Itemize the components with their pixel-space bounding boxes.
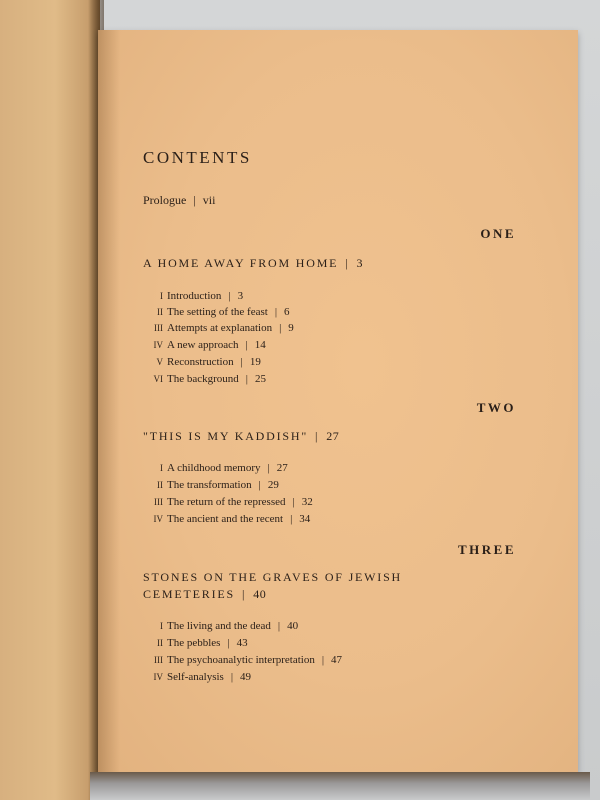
section-title: A childhood memory: [167, 462, 261, 474]
entry-separator: |: [193, 193, 196, 207]
toc-section[interactable]: [143, 496, 313, 508]
section-title: Self-analysis: [167, 671, 224, 683]
section-title: The return of the repressed: [167, 496, 286, 508]
section-number: IV: [153, 672, 163, 682]
entry-separator: |: [274, 306, 278, 318]
section-page: 27: [276, 462, 288, 474]
chapter-page: 40: [253, 587, 267, 601]
entry-separator: |: [245, 373, 248, 385]
entry-separator: |: [277, 620, 281, 632]
entry-separator: |: [267, 462, 270, 474]
toc-section[interactable]: [143, 373, 266, 385]
section-title: The psychoanalytic interpretation: [167, 654, 315, 666]
part-label-one: ONE: [480, 226, 516, 241]
entry-page: vii: [202, 193, 216, 207]
entry-separator: |: [258, 479, 261, 491]
toc-section[interactable]: [143, 513, 310, 525]
section-page: 25: [254, 373, 266, 385]
section-title: Attempts at explanation: [167, 322, 273, 334]
section-number: I: [160, 621, 163, 631]
section-title: The transformation: [167, 479, 252, 491]
toc-section[interactable]: [143, 654, 342, 666]
toc-section[interactable]: [143, 620, 298, 632]
entry-title: Prologue: [143, 193, 187, 207]
toc-section[interactable]: [143, 671, 251, 683]
toc-section[interactable]: [143, 479, 279, 491]
section-page: 6: [284, 306, 290, 318]
toc-section[interactable]: [143, 637, 248, 649]
toc-section[interactable]: [143, 339, 266, 351]
chapter-title-text: "THIS IS MY KADDISH": [143, 429, 309, 443]
section-number: IV: [153, 340, 163, 350]
section-page: 34: [299, 513, 311, 525]
entry-separator: |: [321, 654, 325, 666]
chapter-title-two[interactable]: [143, 429, 339, 444]
entry-separator: |: [227, 637, 230, 649]
entry-separator: |: [240, 356, 243, 368]
entry-separator: |: [242, 587, 247, 601]
section-page: 43: [236, 637, 248, 649]
section-number: I: [160, 291, 163, 301]
chapter-page: 3: [356, 256, 364, 270]
toc-section[interactable]: [143, 462, 288, 474]
entry-separator: |: [279, 322, 282, 334]
section-number: IV: [153, 514, 163, 524]
chapter-title-text: A HOME AWAY FROM HOME: [143, 256, 339, 270]
part-label-three: THREE: [457, 542, 516, 557]
section-title: The living and the dead: [167, 620, 271, 632]
section-title: Introduction: [167, 290, 222, 302]
entry-separator: |: [290, 513, 293, 525]
chapter-title-text: CEMETERIES: [143, 587, 235, 601]
contents-heading: CONTENTS: [143, 148, 252, 167]
chapter-title-three[interactable]: [143, 570, 402, 585]
chapter-title-three-continued[interactable]: [143, 587, 266, 602]
entry-separator: |: [315, 429, 320, 443]
toc-section[interactable]: [143, 322, 294, 334]
section-page: 19: [249, 356, 261, 368]
section-page: 47: [331, 654, 343, 666]
section-page: 14: [254, 339, 266, 351]
section-number: II: [157, 638, 163, 648]
entry-separator: |: [345, 256, 350, 270]
facing-page: [0, 0, 100, 800]
entry-separator: |: [292, 496, 295, 508]
page-edge-shadow: [90, 772, 590, 800]
section-page: 40: [287, 620, 299, 632]
chapter-title-text: STONES ON THE GRAVES OF JEWISH: [143, 570, 403, 584]
section-title: The background: [167, 373, 239, 385]
section-number: II: [157, 480, 163, 490]
section-page: 32: [301, 496, 313, 508]
section-page: 9: [288, 322, 294, 334]
part-label-two: TWO: [476, 400, 516, 415]
entry-separator: |: [245, 339, 248, 351]
chapter-title-one[interactable]: [143, 256, 363, 271]
section-number: V: [156, 357, 163, 367]
toc-section[interactable]: [143, 356, 261, 368]
section-number: III: [154, 323, 163, 333]
section-number: II: [157, 307, 163, 317]
section-title: Reconstruction: [167, 356, 234, 368]
entry-separator: |: [228, 290, 231, 302]
section-page: 29: [267, 479, 279, 491]
section-page: 3: [237, 290, 244, 302]
toc-section[interactable]: [143, 290, 243, 302]
section-title: The setting of the feast: [167, 306, 268, 318]
section-number: I: [160, 463, 163, 473]
section-page: 49: [240, 671, 252, 683]
section-title: The ancient and the recent: [167, 513, 284, 525]
spine-shade: [98, 30, 120, 772]
section-title: A new approach: [167, 339, 239, 351]
section-number: VI: [153, 374, 163, 384]
section-title: The pebbles: [167, 637, 221, 649]
toc-entry-prologue[interactable]: [143, 193, 215, 208]
toc-section[interactable]: [143, 306, 290, 318]
section-number: III: [154, 497, 163, 507]
section-number: III: [154, 655, 163, 665]
entry-separator: |: [230, 671, 234, 683]
chapter-page: 27: [326, 429, 340, 443]
